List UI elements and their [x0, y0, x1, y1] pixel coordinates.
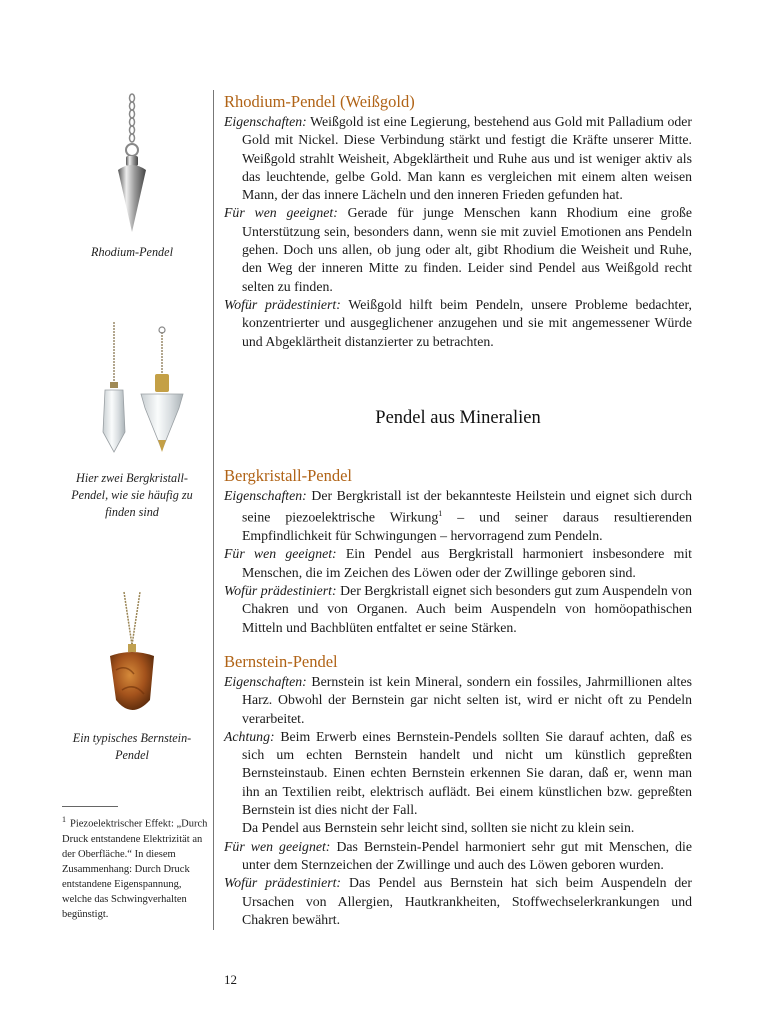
section-title: Pendel aus Mineralien [375, 408, 541, 428]
bergkristall-praedestiniert [224, 582, 692, 637]
text: Ein Pendel aus Bergkristall harmoniert insbesondere mit Menschen, die im Zeichen des Löwen oder der Zwillinge geboren sind. [242, 546, 692, 580]
rhodium-eigenschaften [224, 113, 692, 204]
bernstein-title: Bernstein-Pendel [224, 652, 338, 671]
bergkristall-pendulums-image [95, 322, 195, 457]
label: Eigenschaften: [224, 488, 307, 503]
text: Weißgold hilft beim Pendeln, unsere Probleme bedachter, konzentrierter und ausgeglichener anzugehen und sie mit angemessener Würde und Abgeklärtheit distanzierter zu betrachten. [242, 296, 692, 349]
rhodium-caption: Rhodium-Pendel [91, 245, 173, 259]
bergkristall-title: Bergkristall-Pendel [224, 466, 353, 485]
label: Achtung: [224, 728, 275, 744]
label: Eigenschaften: [224, 114, 307, 129]
text: Der Bergkristall eignet sich besonders gut zum Auspendeln von Chakren und von Organen. Auch beim Auspendeln von homöopathischen Mitteln und Bachblüten entfaltet er seine Stärken. [242, 583, 692, 635]
bergkristall-eigenschaften [224, 487, 692, 545]
label: Eigenschaften: [224, 674, 307, 689]
text: Beim Erwerb eines Bernstein-Pendels sollten Sie darauf achten, daß es sich um echten Bernstein handelt und nicht um künstlich gepreßten Bernsteinstaub. Einen echten Bernstein erkennen Sie daran, daß er, wenn man ihn an Textilien reibt, elektrisch auflädt. Bei einem künstlichen bzw. gepreßten Bernstein ist dies nicht der Fall. [242, 728, 692, 818]
text: Bernstein ist kein Mineral, sondern ein fossiles, Jahrmillionen altes Harz. Obwohl der Bernstein gar nicht selten ist, wird er nicht oft zu Pendeln verarbeitet. [242, 674, 692, 726]
bergkristall-geeignet [224, 545, 692, 582]
bernstein-eigenschaften [224, 673, 692, 728]
text: Da Pendel aus Bernstein sehr leicht sind, sollten sie nicht zu klein sein. [242, 820, 635, 836]
bergkristall-caption: Hier zwei Bergkristall-Pendel, wie sie häufig zu finden sind [71, 471, 193, 519]
rhodium-praedestiniert [224, 296, 692, 351]
bernstein-pendulum-image [104, 590, 160, 725]
label: Für wen geeignet: [224, 546, 337, 562]
bernstein-achtung-cont [224, 819, 692, 837]
text: Gerade für junge Menschen kann Rhodium eine große Unterstützung sein, besonders dann, wenn sie mit zuviel Emotionen ans Pendeln gehen. Doch uns allen, ob jung oder alt, gibt Rhodium die Weisheit und Ruhe, den Weg der inneren Mitte zu finden. Leider sind Pendel aus Weißgold recht selten zu finden. [242, 205, 692, 294]
text: Das Bernstein-Pendel harmoniert sehr gut mit Menschen, die unter dem Sternzeichen der Zwillinge und auch des Löwen geboren wurden. [242, 838, 692, 872]
rhodium-section [224, 92, 692, 351]
bernstein-geeignet [224, 838, 692, 875]
text: – und seiner daraus resultierenden Empfindlichkeit für Schwingungen – hervorragend zum Pendeln. [242, 509, 692, 544]
text: Das Pendel aus Bernstein hat sich beim Auspendeln der Ursachen von Allergien, Hautkrankheiten, Stoffwechselerkrankungen und Chakren bewährt. [242, 875, 692, 927]
label: Für wen geeignet: [224, 205, 338, 221]
footnote-rule [62, 806, 118, 807]
rhodium-title: Rhodium-Pendel (Weißgold) [224, 92, 415, 111]
text: Der Bergkristall ist der bekannteste Heilstein und eignet sich durch seine piezoelektrische Wirkung [242, 488, 692, 525]
column-divider [213, 90, 214, 930]
label: Wofür prädestiniert: [224, 583, 337, 599]
footnote-ref: 1 [438, 509, 443, 519]
page-number: 12 [224, 972, 237, 987]
label: Für wen geeignet: [224, 838, 331, 854]
rhodium-pendulum-image [108, 92, 156, 242]
label: Wofür prädestiniert: [224, 875, 342, 891]
label: Wofür prädestiniert: [224, 296, 341, 312]
bernstein-praedestiniert [224, 874, 692, 929]
bernstein-caption: Ein typisches Bernstein-Pendel [72, 731, 192, 762]
bernstein-achtung [224, 728, 692, 819]
footnote-text: Piezoelektrischer Effekt: „Durch Druck entstandene Elektrizität an der Oberfläche.“ In diesem Zusammenhang: Durch Druck entstandene Eigenspannung, welche das Schwingverhalten begünstigt. [62, 818, 208, 920]
text: Weißgold ist eine Legierung, bestehend aus Gold mit Palladium oder Gold mit Nickel. Diese Verbindung stärkt und festigt die Kräfte unserer Mitte. Weißgold strahlt Weisheit, Abgeklärtheit und Ruhe aus und ist weniger aktiv als das leuchtende, gelbe Gold. Man kann es vergleichen mit einem alten weisen Mann, der das innere Lächeln und den inneren Frieden gefunden hat. [242, 114, 692, 203]
footnote [62, 812, 208, 922]
bernstein-section [224, 652, 692, 929]
footnote-number: 1 [62, 815, 66, 824]
rhodium-geeignet [224, 204, 692, 295]
bergkristall-section [224, 466, 692, 637]
